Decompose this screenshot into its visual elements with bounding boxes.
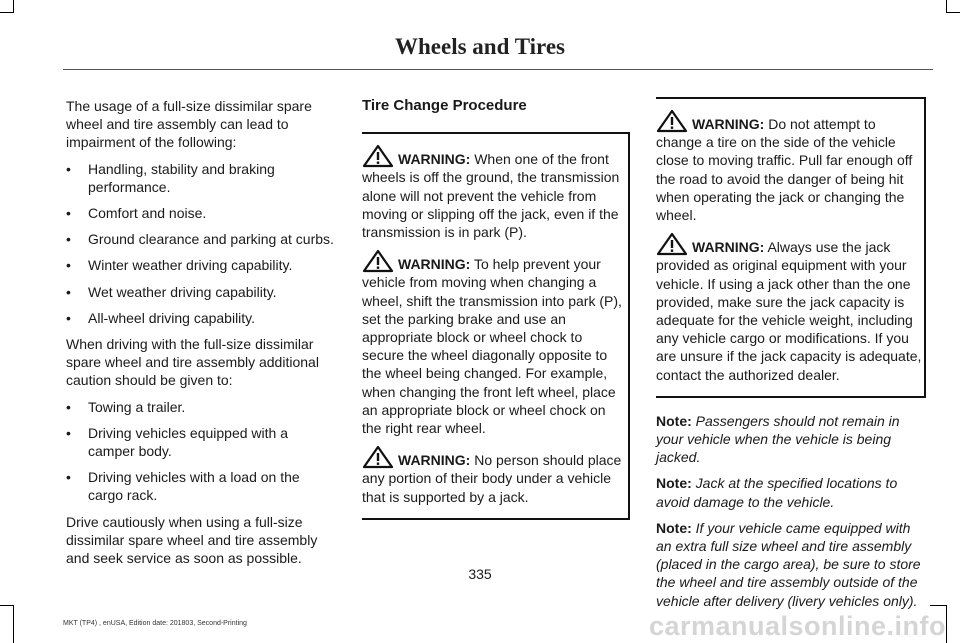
warning-block [362, 144, 626, 241]
column-1 [66, 97, 338, 575]
bullet-icon: • [66, 469, 71, 486]
warning-triangle-icon [362, 445, 394, 469]
bullet-icon: • [66, 160, 71, 177]
warning-triangle-icon [656, 109, 688, 133]
bullet-icon: • [66, 424, 71, 441]
warning-box [362, 132, 630, 520]
note-text: Jack at the specified locations to avoid damage to the vehicle. [656, 475, 898, 510]
list-item: • Comfort and noise. [66, 205, 207, 222]
caution-paragraph: When driving with the full-size dissimilar spare wheel and tire assembly additional caution should be given to: [66, 336, 319, 389]
crop-mark-top-right-v [946, 0, 947, 12]
warning-text: Do not attempt to change a tire on the side of the vehicle close to moving traffic. Pull far enough off the road to avoid the danger of being hit when operating the jack or changing the wheel. [656, 116, 913, 224]
list-item: • Towing a trailer. [66, 398, 186, 415]
list-item: • Driving vehicles equipped with a camper body. [66, 424, 288, 460]
note-text: Passengers should not remain in your vehicle when the vehicle is being jacked. [656, 412, 900, 466]
drive-cautiously-paragraph: Drive cautiously when using a full-size dissimilar spare wheel and tire assembly and seek service as soon as possible. [66, 513, 318, 567]
list-item: • Winter weather driving capability. [66, 257, 293, 274]
intro-paragraph: The usage of a full-size dissimilar spare wheel and tire assembly can lead to impairment of the following: [66, 98, 312, 151]
warning-triangle-icon [362, 249, 394, 273]
crop-mark-bottom-right-h [930, 605, 946, 606]
crop-mark-bottom-left-h [0, 605, 14, 606]
crop-mark-bottom-left-v [13, 605, 14, 643]
warning-label: WARNING: [398, 151, 471, 168]
warning-label: WARNING: [398, 256, 471, 273]
warning-block [656, 109, 922, 224]
list-item: • Ground clearance and parking at curbs. [66, 231, 334, 248]
list-item: • All-wheel driving capability. [66, 309, 256, 326]
warning-label: WARNING: [692, 116, 765, 132]
warning-label: WARNING: [398, 452, 471, 469]
note [656, 412, 926, 467]
column-2 [362, 97, 630, 520]
bullet-icon: • [66, 205, 71, 222]
crop-mark-top-right-h [946, 12, 960, 13]
page-number: 335 [468, 566, 492, 582]
footer-edition-info: MKT (TP4) , enUSA, Edition date: 201803, Second-Printing [63, 620, 247, 627]
column-3 [656, 97, 926, 618]
warning-text: No person should place any portion of their body under a vehicle that is supported by a jack. [362, 452, 622, 505]
bullet-icon: • [66, 309, 71, 326]
bullet-icon: • [66, 283, 71, 300]
caution-list [66, 398, 338, 505]
watermark: carmanualsonline.info [648, 611, 946, 641]
bullet-icon: • [66, 398, 71, 415]
warning-triangle-icon [656, 232, 688, 256]
section-title: Tire Change Procedure [362, 97, 527, 114]
note-label: Note: [656, 475, 692, 492]
note-text: If your vehicle came equipped with an extra full size wheel and tire assembly (placed in the cargo area), be sure to store the wheel and tire assembly outside of the vehicle after delivery (livery vehicles only). [656, 519, 921, 609]
warning-text: When one of the front wheels is off the ground, the transmission alone will not prevent the vehicle from moving or slipping off the jack, even if the transmission is in park (P). [362, 151, 620, 241]
crop-mark-top-left-h [0, 12, 14, 13]
warning-text: Always use the jack provided as original equipment with your vehicle. If using a jack other than the one provided, make sure the jack capacity is adequate for the vehicle weight, including any vehicle cargo or modifications. If you are unsure if the jack capacity is adequate, contact the authorized dealer. [656, 239, 922, 383]
note [656, 519, 926, 610]
warning-text: To help prevent your vehicle from moving when changing a wheel, shift the transmission into park (P), set the parking brake and use an appropriate block or wheel chock to secure the wheel diagonally opposite to the wheel being changed. For example, when changing the front left wheel, place an appropriate block or wheel chock on the right rear wheel. [362, 256, 622, 437]
note-label: Note: [656, 412, 692, 429]
warning-block [656, 232, 922, 384]
warning-label: WARNING: [692, 239, 765, 256]
header-divider [63, 69, 933, 70]
warning-block [362, 445, 626, 506]
impairment-list [66, 160, 338, 327]
note-label: Note: [656, 519, 692, 536]
crop-mark-bottom-right-v [946, 605, 947, 643]
warning-block [362, 249, 626, 437]
page-title: Wheels and Tires [395, 34, 565, 59]
note [656, 474, 926, 510]
warning-box [656, 97, 926, 398]
list-item: • Driving vehicles with a load on the cargo rack. [66, 469, 300, 504]
list-item: • Wet weather driving capability. [66, 283, 277, 300]
bullet-icon: • [66, 231, 71, 248]
bullet-icon: • [66, 257, 71, 274]
crop-mark-top-left-v [13, 0, 14, 12]
warning-triangle-icon [362, 144, 394, 168]
list-item: • Handling, stability and braking performance. [66, 160, 275, 195]
